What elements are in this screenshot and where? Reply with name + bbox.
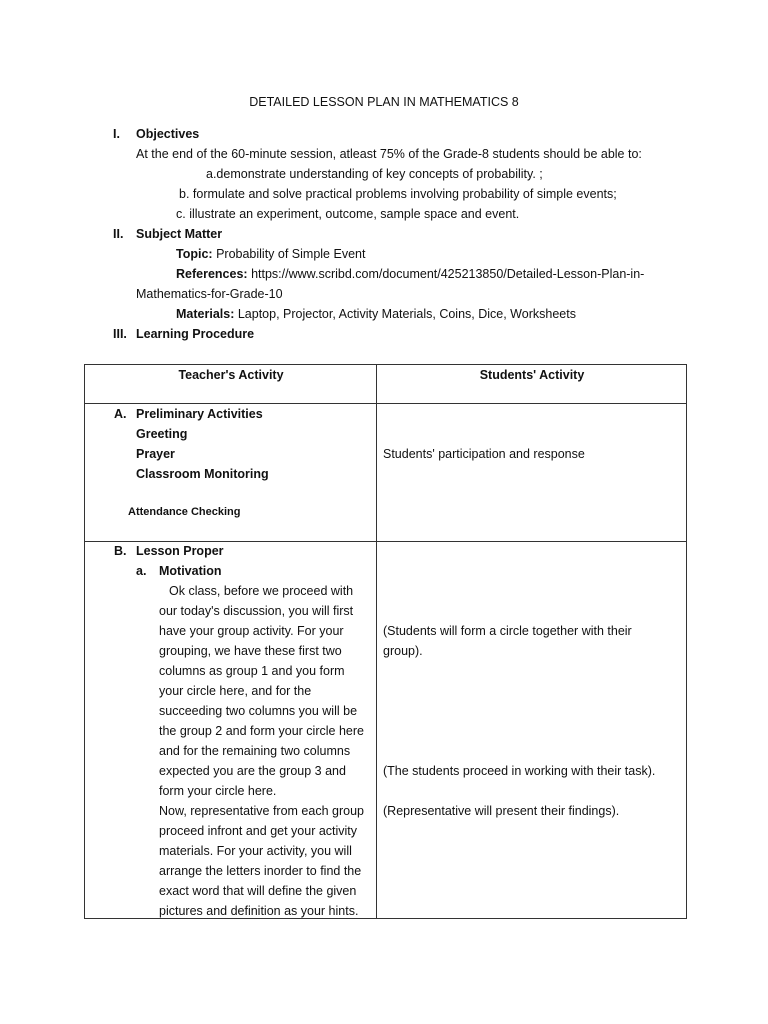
students-form-circle: (Students will form a circle together with their — [383, 624, 632, 638]
students-preliminary-response: Students' participation and response — [383, 447, 585, 461]
students-form-circle-continued: group). — [383, 644, 423, 658]
topic-value: Probability of Simple Event — [216, 247, 366, 261]
table-header-row — [85, 365, 687, 404]
column-header-students: Students' Activity — [479, 368, 585, 382]
references-url-continued: Mathematics-for-Grade-10 — [136, 287, 283, 301]
motivation-text-line: have your group activity. For your — [159, 624, 344, 638]
motivation-letter: a. — [136, 564, 147, 578]
preliminary-item-greeting: Greeting — [136, 427, 188, 441]
motivation-text-line: arrange the letters inorder to find the — [159, 864, 362, 878]
motivation-text-line: columns as group 1 and you form — [159, 664, 345, 678]
motivation-text-line: materials. For your activity, you will — [159, 844, 352, 858]
document-title: DETAILED LESSON PLAN IN MATHEMATICS 8 — [249, 95, 519, 109]
preliminary-heading: Preliminary Activities — [136, 407, 263, 421]
motivation-text-line: proceed infront and get your activity — [159, 824, 358, 838]
section-heading-objectives: Objectives — [136, 127, 200, 141]
students-cell-preliminary — [377, 404, 687, 542]
motivation-text-line: and for the remaining two columns — [159, 744, 351, 758]
topic-line — [176, 247, 365, 261]
activity-table — [84, 364, 687, 919]
section-numeral-subject-matter: II. — [113, 227, 124, 241]
references-url: https://www.scribd.com/document/425213850/Detailed-Lesson-Plan-in- — [251, 267, 645, 281]
section-numeral-objectives: I. — [113, 127, 120, 141]
topic-label: Topic: — [176, 247, 213, 261]
motivation-text-line: our today's discussion, you will first — [159, 604, 354, 618]
objective-item-b: b. formulate and solve practical problems involving probability of simple events; — [179, 187, 617, 201]
section-heading-subject-matter: Subject Matter — [136, 227, 223, 241]
motivation-text-line: Ok class, before we proceed with — [169, 584, 354, 598]
students-cell-lesson-proper — [377, 542, 687, 919]
objectives-intro: At the end of the 60-minute session, atleast 75% of the Grade-8 students should be able to: — [136, 147, 642, 161]
materials-line — [176, 307, 576, 321]
materials-value: Laptop, Projector, Activity Materials, Coins, Dice, Worksheets — [237, 307, 576, 321]
references-label: References: — [176, 267, 248, 281]
motivation-text-line: exact word that will define the given — [159, 884, 357, 898]
section-heading-procedure: Learning Procedure — [136, 327, 255, 341]
references-line — [176, 267, 644, 281]
motivation-text-line: the group 2 and form your circle here — [159, 724, 364, 738]
column-header-teacher: Teacher's Activity — [178, 368, 284, 382]
table-header-teacher — [85, 365, 377, 404]
table-row-lesson-proper — [85, 542, 687, 919]
objective-item-c: c. illustrate an experiment, outcome, sample space and event. — [176, 207, 520, 221]
teacher-cell-preliminary — [85, 404, 377, 542]
lesson-proper-heading: Lesson Proper — [136, 544, 224, 558]
row-letter-b: B. — [114, 544, 127, 558]
preliminary-sub-attendance: Attendance Checking — [128, 506, 241, 518]
row-letter-a: A. — [114, 407, 127, 421]
motivation-text-line: succeeding two columns you will be — [159, 704, 358, 718]
section-numeral-procedure: III. — [113, 327, 127, 341]
motivation-text-line: form your circle here. — [159, 784, 277, 798]
motivation-text-line: grouping, we have these first two — [159, 644, 342, 658]
motivation-text-line: expected you are the group 3 and — [159, 764, 346, 778]
materials-label: Materials: — [176, 307, 235, 321]
students-present-findings: (Representative will present their findings). — [383, 804, 620, 818]
motivation-heading: Motivation — [159, 564, 222, 578]
students-work-task: (The students proceed in working with their task). — [383, 764, 656, 778]
motivation-text-line: pictures and definition as your hints. — [159, 904, 359, 918]
motivation-text-line: Now, representative from each group — [159, 804, 364, 818]
motivation-text-line: your circle here, and for the — [159, 684, 312, 698]
table-row-preliminary — [85, 404, 687, 542]
teacher-cell-lesson-proper — [85, 542, 377, 919]
preliminary-item-monitoring: Classroom Monitoring — [136, 467, 269, 481]
preliminary-item-prayer: Prayer — [136, 447, 175, 461]
table-header-students — [377, 365, 687, 404]
objective-item-a: a.demonstrate understanding of key concepts of probability. ; — [206, 167, 543, 181]
